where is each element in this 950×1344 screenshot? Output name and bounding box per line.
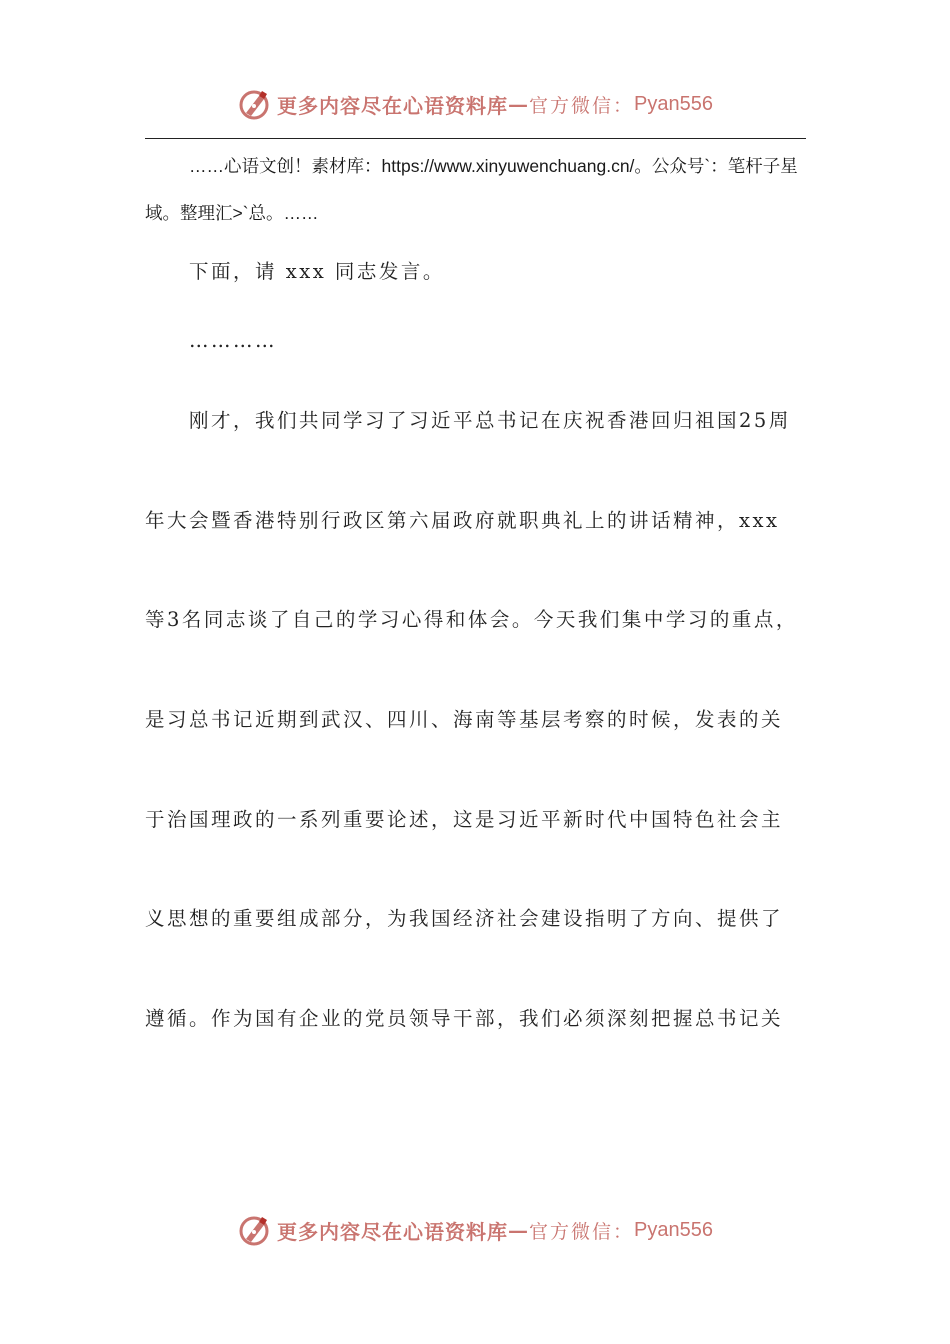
banner-dash: — bbox=[508, 92, 529, 116]
banner-wechat-label: 官方微信： bbox=[529, 94, 635, 117]
body-line: 年大会暨香港特别行政区第六届政府就职典礼上的讲话精神，xxx bbox=[145, 509, 780, 532]
banner-wechat-label: 官方微信： bbox=[529, 1220, 635, 1243]
source-note: ……心语文创！素材库：https://www.xinyuwenchuang.cn/。公众号`：笔杆子星域。整理汇>`总。…… bbox=[145, 156, 798, 223]
pen-nib-circle-icon bbox=[237, 1212, 273, 1248]
banner-dash: — bbox=[508, 1218, 529, 1242]
body-line: 是习总书记近期到武汉、四川、海南等基层考察的时候，发表的关 bbox=[145, 708, 784, 731]
banner-title: 更多内容尽在心语资料库 bbox=[277, 1219, 508, 1244]
body-line: ………… bbox=[189, 329, 277, 352]
body-line: 于治国理政的一系列重要论述，这是习近平新时代中国特色社会主 bbox=[145, 808, 784, 831]
body-line: 下面，请 xxx 同志发言。 bbox=[189, 260, 445, 283]
banner-wechat-id: Pyan556 bbox=[634, 1218, 713, 1241]
body-line: 义思想的重要组成部分，为我国经济社会建设指明了方向、提供了 bbox=[145, 907, 784, 930]
header-banner bbox=[0, 82, 950, 126]
body-line: 遵循。作为国有企业的党员领导干部，我们必须深刻把握总书记关 bbox=[145, 1007, 784, 1030]
header-divider bbox=[145, 138, 806, 139]
banner-title: 更多内容尽在心语资料库 bbox=[277, 93, 508, 118]
footer-banner bbox=[0, 1208, 950, 1252]
pen-nib-circle-icon bbox=[237, 86, 273, 122]
body-line: 刚才，我们共同学习了习近平总书记在庆祝香港回归祖国25周 bbox=[189, 409, 791, 432]
banner-wechat-id: Pyan556 bbox=[634, 92, 713, 115]
body-line: 等3名同志谈了自己的学习心得和体会。今天我们集中学习的重点， bbox=[145, 608, 798, 631]
